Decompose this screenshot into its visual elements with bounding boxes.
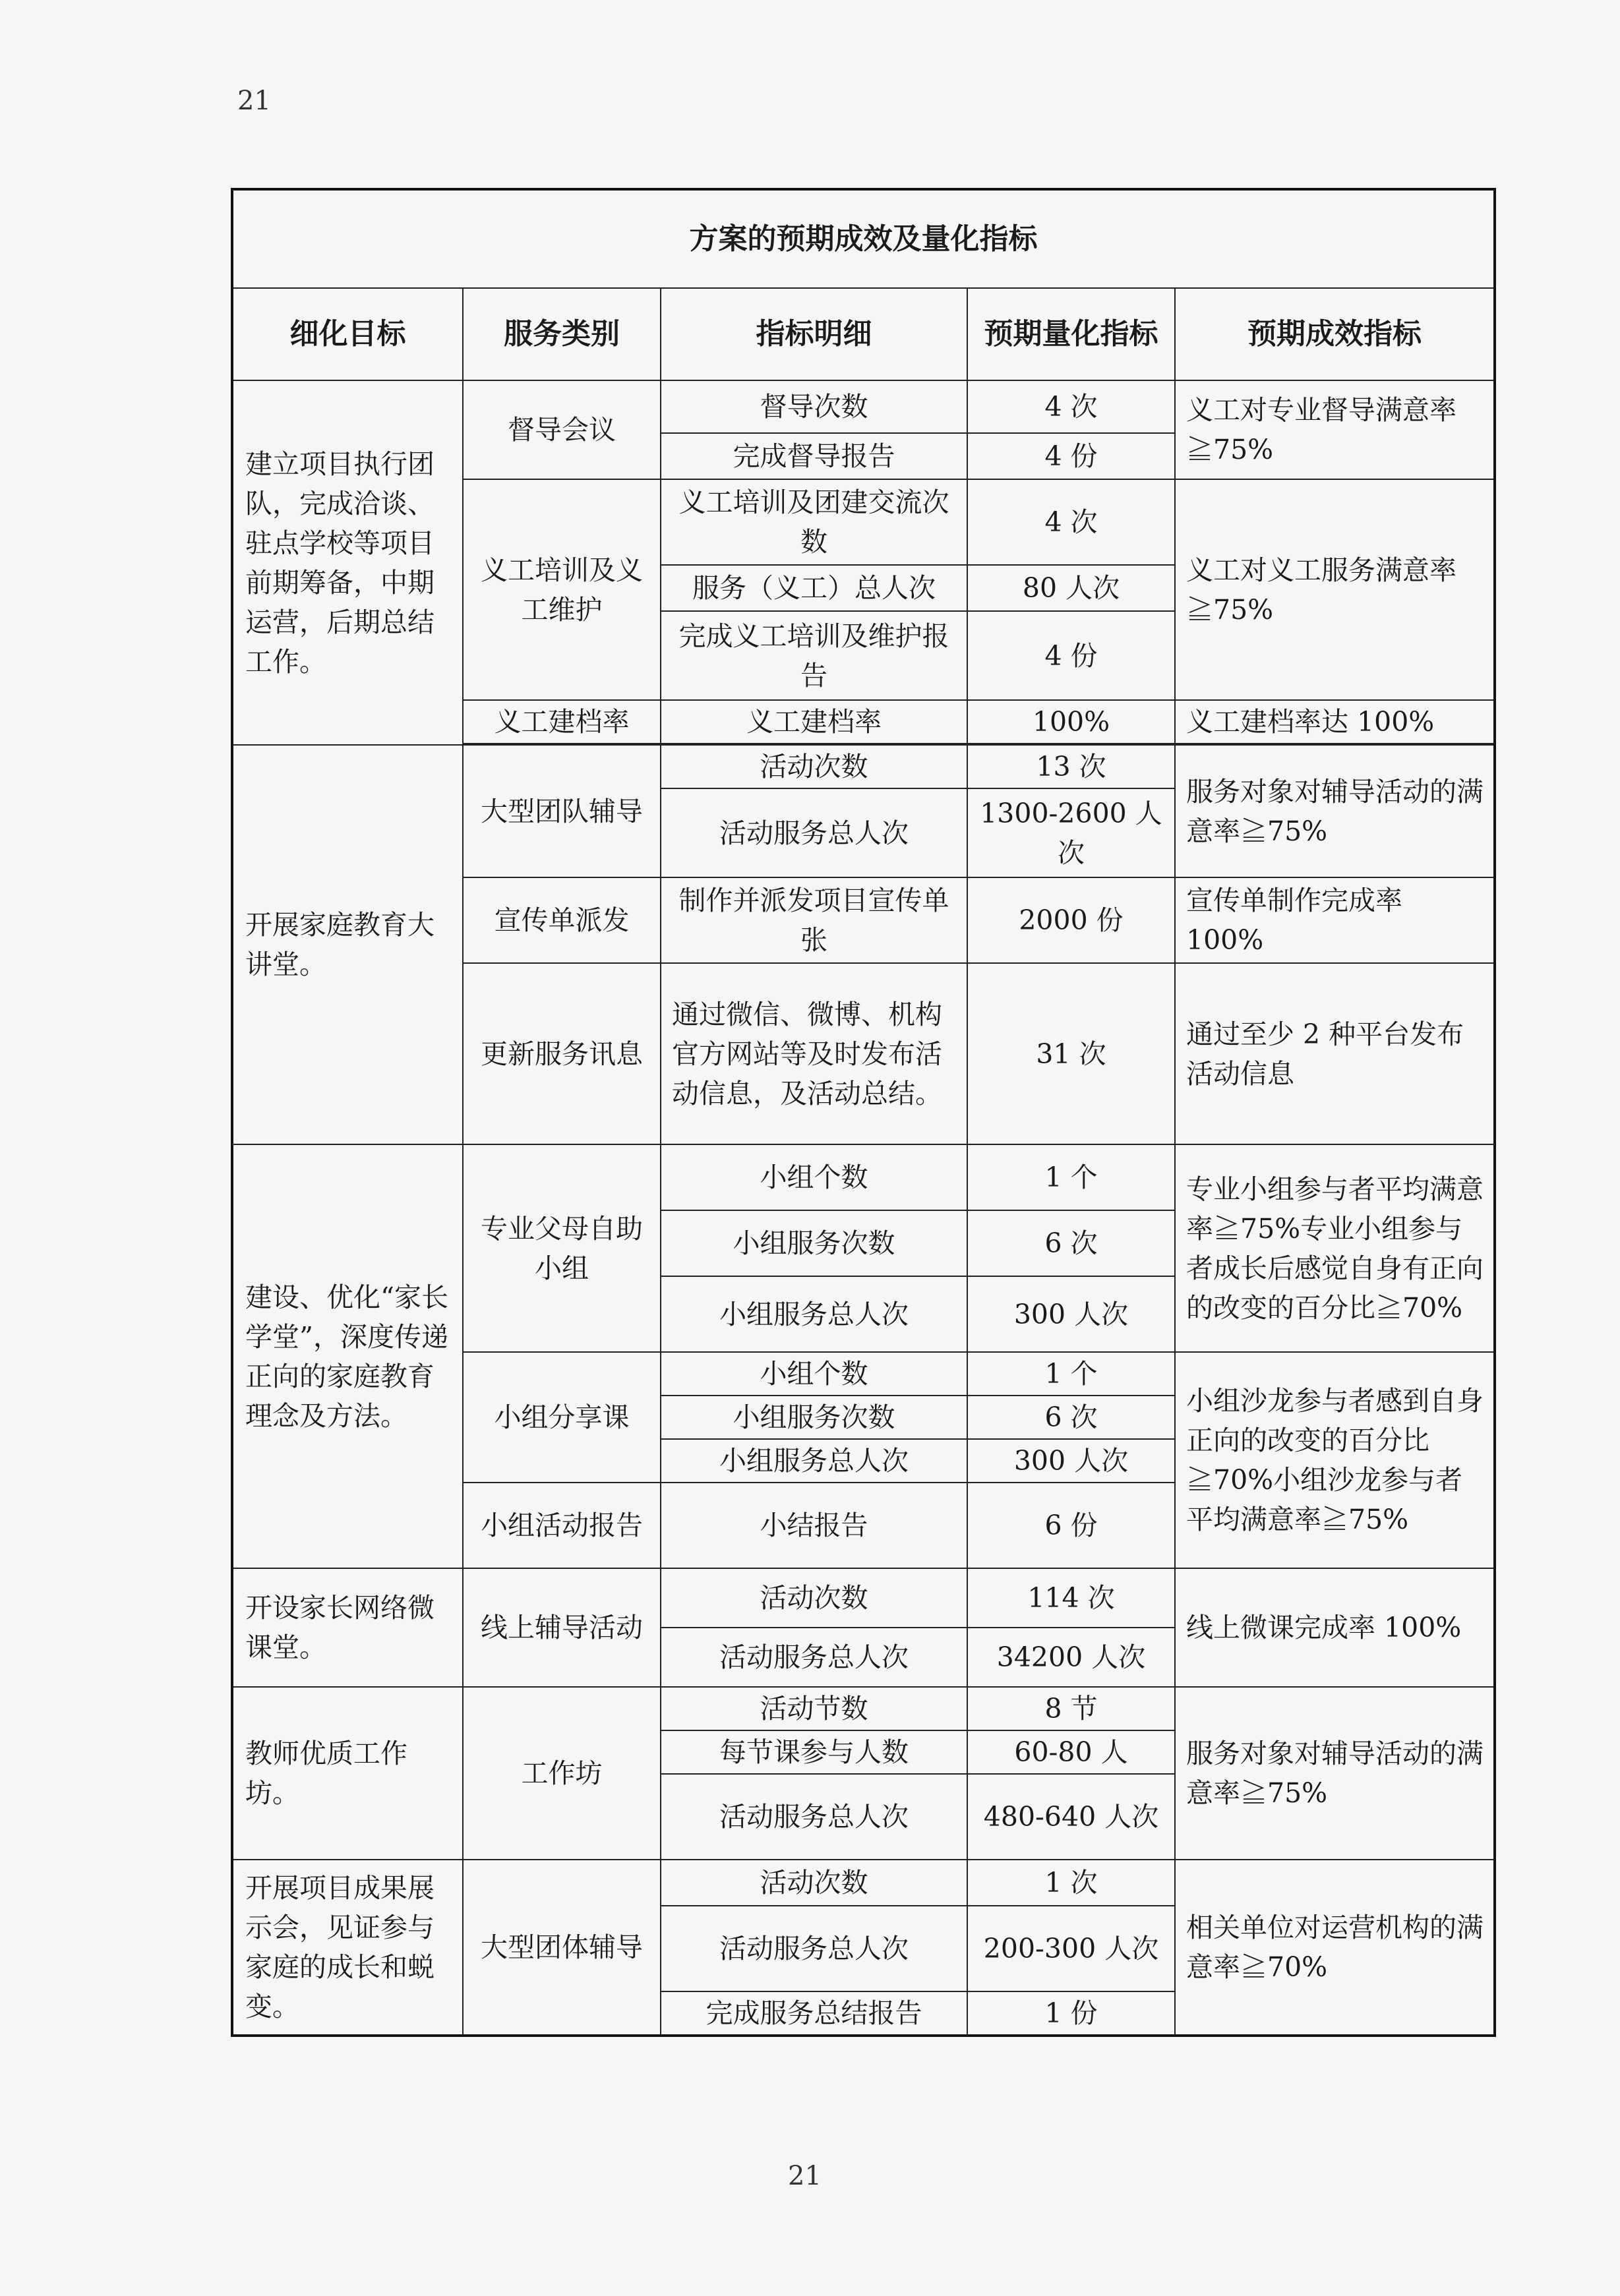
target-cell: 6 次 bbox=[967, 1396, 1175, 1439]
target-cell: 1300-2600 人次 bbox=[967, 788, 1175, 877]
service-type-cell: 宣传单派发 bbox=[463, 877, 661, 963]
target-cell: 4 份 bbox=[967, 433, 1175, 479]
outcome-cell: 小组沙龙参与者感到自身正向的改变的百分比≧70%小组沙龙参与者平均满意率≧75% bbox=[1175, 1352, 1495, 1568]
outcome-cell: 相关单位对运营机构的满意率≧70% bbox=[1175, 1860, 1495, 2036]
header-service-type: 服务类别 bbox=[463, 288, 661, 380]
page-number-top: 21 bbox=[237, 86, 271, 116]
indicator-cell: 服务（义工）总人次 bbox=[661, 565, 967, 611]
header-indicator-detail: 指标明细 bbox=[661, 288, 967, 380]
target-cell: 114 次 bbox=[967, 1568, 1175, 1628]
target-cell: 8 节 bbox=[967, 1687, 1175, 1730]
indicator-cell: 督导次数 bbox=[661, 380, 967, 433]
indicator-cell: 完成服务总结报告 bbox=[661, 1991, 967, 2036]
service-type-cell: 小组分享课 bbox=[463, 1352, 661, 1483]
target-cell: 6 次 bbox=[967, 1210, 1175, 1276]
indicator-cell: 活动次数 bbox=[661, 1568, 967, 1628]
target-cell: 200-300 人次 bbox=[967, 1906, 1175, 1991]
target-cell: 4 次 bbox=[967, 479, 1175, 565]
goal-cell: 开展家庭教育大讲堂。 bbox=[232, 745, 463, 1144]
service-type-cell: 更新服务讯息 bbox=[463, 963, 661, 1144]
indicator-cell: 活动服务总人次 bbox=[661, 788, 967, 877]
page-number-bottom: 21 bbox=[788, 2161, 822, 2191]
outcome-cell: 义工对专业督导满意率≧75% bbox=[1175, 380, 1495, 479]
service-type-cell: 线上辅导活动 bbox=[463, 1568, 661, 1687]
indicator-cell: 小组个数 bbox=[661, 1352, 967, 1396]
outcome-cell: 宣传单制作完成率 100% bbox=[1175, 877, 1495, 963]
header-outcome-indicator: 预期成效指标 bbox=[1175, 288, 1495, 380]
indicator-cell: 活动次数 bbox=[661, 1860, 967, 1906]
indicator-cell: 活动服务总人次 bbox=[661, 1628, 967, 1687]
outcome-cell: 义工建档率达 100% bbox=[1175, 700, 1495, 744]
indicator-cell: 义工培训及团建交流次数 bbox=[661, 479, 967, 565]
service-type-cell: 小组活动报告 bbox=[463, 1483, 661, 1568]
target-cell: 6 份 bbox=[967, 1483, 1175, 1568]
indicator-cell: 每节课参与人数 bbox=[661, 1730, 967, 1774]
indicator-cell: 义工建档率 bbox=[661, 700, 967, 744]
indicator-cell: 小组服务总人次 bbox=[661, 1276, 967, 1352]
table-caption: 方案的预期成效及量化指标 bbox=[232, 189, 1495, 288]
goal-cell: 开设家长网络微课堂。 bbox=[232, 1568, 463, 1687]
target-cell: 300 人次 bbox=[967, 1439, 1175, 1483]
indicator-cell: 活动次数 bbox=[661, 745, 967, 788]
target-cell: 34200 人次 bbox=[967, 1628, 1175, 1687]
goal-cell: 建立项目执行团队，完成洽谈、驻点学校等项目前期筹备，中期运营，后期总结工作。 bbox=[232, 380, 463, 745]
indicator-cell: 完成义工培训及维护报告 bbox=[661, 611, 967, 700]
indicator-cell: 完成督导报告 bbox=[661, 433, 967, 479]
target-cell: 1 份 bbox=[967, 1991, 1175, 2036]
outcome-cell: 义工对义工服务满意率≧75% bbox=[1175, 479, 1495, 700]
indicator-cell: 活动服务总人次 bbox=[661, 1906, 967, 1991]
indicator-cell: 活动节数 bbox=[661, 1687, 967, 1730]
target-cell: 80 人次 bbox=[967, 565, 1175, 611]
service-type-cell: 大型团体辅导 bbox=[463, 1860, 661, 2036]
outcome-cell: 通过至少 2 种平台发布活动信息 bbox=[1175, 963, 1495, 1144]
goal-cell: 教师优质工作坊。 bbox=[232, 1687, 463, 1860]
target-cell: 480-640 人次 bbox=[967, 1774, 1175, 1860]
service-type-cell: 义工建档率 bbox=[463, 700, 661, 744]
target-cell: 1 次 bbox=[967, 1860, 1175, 1906]
indicator-cell: 通过微信、微博、机构官方网站等及时发布活动信息，及活动总结。 bbox=[661, 963, 967, 1144]
indicator-cell: 小组服务次数 bbox=[661, 1210, 967, 1276]
indicator-cell: 制作并派发项目宣传单张 bbox=[661, 877, 967, 963]
target-cell: 31 次 bbox=[967, 963, 1175, 1144]
service-type-cell: 专业父母自助小组 bbox=[463, 1144, 661, 1352]
indicator-cell: 小组服务总人次 bbox=[661, 1439, 967, 1483]
goal-cell: 开展项目成果展示会，见证参与家庭的成长和蜕变。 bbox=[232, 1860, 463, 2036]
outcome-cell: 服务对象对辅导活动的满意率≧75% bbox=[1175, 1687, 1495, 1860]
service-type-cell: 大型团队辅导 bbox=[463, 745, 661, 877]
target-cell: 4 份 bbox=[967, 611, 1175, 700]
indicator-cell: 小组个数 bbox=[661, 1144, 967, 1210]
service-type-cell: 义工培训及义工维护 bbox=[463, 479, 661, 700]
goal-cell: 建设、优化“家长学堂”，深度传递正向的家庭教育理念及方法。 bbox=[232, 1144, 463, 1568]
header-goal: 细化目标 bbox=[232, 288, 463, 380]
indicator-table bbox=[231, 188, 1496, 2037]
target-cell: 13 次 bbox=[967, 745, 1175, 788]
indicator-cell: 活动服务总人次 bbox=[661, 1774, 967, 1860]
target-cell: 2000 份 bbox=[967, 877, 1175, 963]
target-cell: 1 个 bbox=[967, 1352, 1175, 1396]
indicator-cell: 小结报告 bbox=[661, 1483, 967, 1568]
indicator-cell: 小组服务次数 bbox=[661, 1396, 967, 1439]
target-cell: 4 次 bbox=[967, 380, 1175, 433]
service-type-cell: 督导会议 bbox=[463, 380, 661, 479]
target-cell: 60-80 人 bbox=[967, 1730, 1175, 1774]
outcome-cell: 线上微课完成率 100% bbox=[1175, 1568, 1495, 1687]
outcome-cell: 专业小组参与者平均满意率≧75%专业小组参与者成长后感觉自身有正向的改变的百分比≧70% bbox=[1175, 1144, 1495, 1352]
target-cell: 300 人次 bbox=[967, 1276, 1175, 1352]
service-type-cell: 工作坊 bbox=[463, 1687, 661, 1860]
target-cell: 100% bbox=[967, 700, 1175, 744]
outcome-cell: 服务对象对辅导活动的满意率≧75% bbox=[1175, 745, 1495, 877]
target-cell: 1 个 bbox=[967, 1144, 1175, 1210]
header-quantified-target: 预期量化指标 bbox=[967, 288, 1175, 380]
